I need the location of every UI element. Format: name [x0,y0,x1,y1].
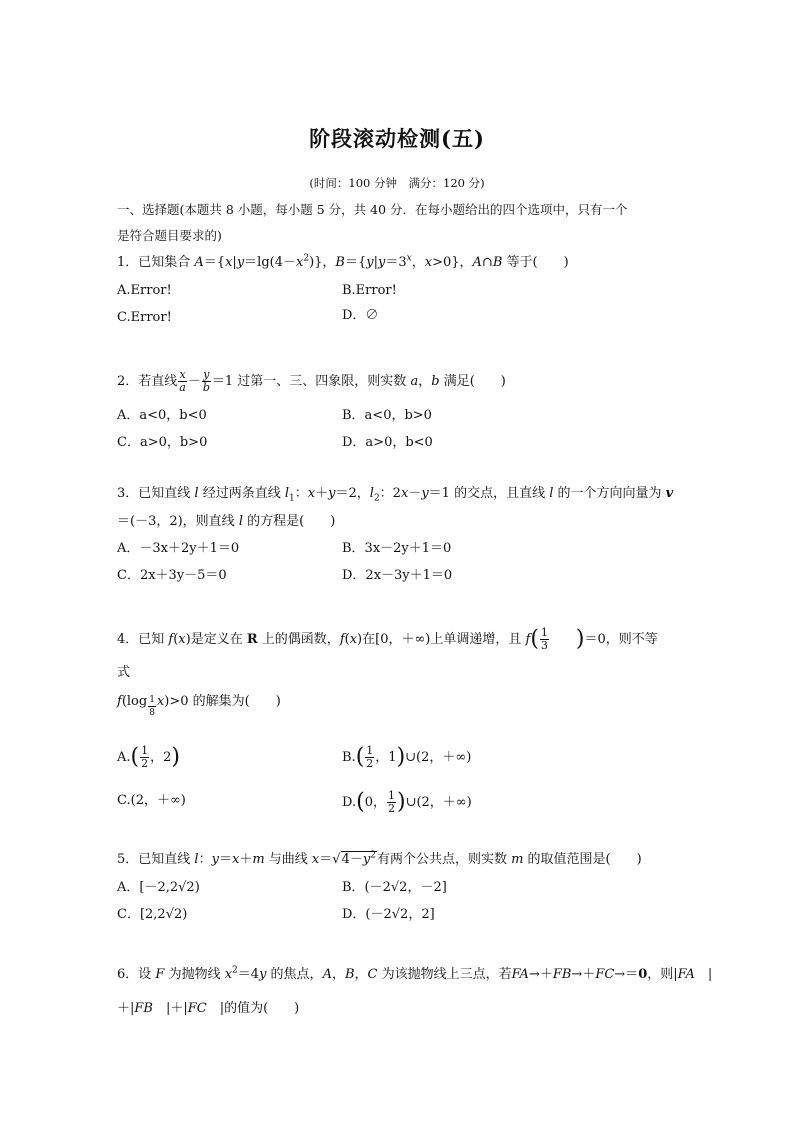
q3-option-c: C．2x＋3y－5＝0 [117,568,227,583]
q5-option-b: B．(－2√2，－2] [342,880,447,895]
question-2: 2．若直线 $\frac{x}{a}$ － $\frac{y}{b}$ ＝1 过第一、三、四象限，则实数 a，b 满足( ) [117,368,506,394]
question-6-line2: ＋|FB |＋|FC |的值为( ) [117,1001,300,1016]
q4-option-d: D.(0， $\frac{1}{2}$ )∪(2，＋∞) [342,789,472,815]
q2-option-c: C．a>0，b>0 [117,435,208,450]
q3-option-a: A．－3x＋2y＋1＝0 [117,541,240,556]
q4-option-a: A.( $\frac{1}{2}$ ，2) [117,744,180,770]
question-3-line1: 3．已知直线 l 经过两条直线 $l_1$：x＋y＝2，$l_2$：2x－y＝1 的交点，且直线 l 的一个方向向量为 v [117,486,674,504]
q4-option-c: C.(2，＋∞) [117,793,186,808]
q2-option-a: A．a<0，b<0 [117,408,207,423]
exam-info: (时间：100 分钟 满分：120 分) [309,176,485,190]
question-4-line2: 式 [117,665,131,680]
question-4-line1: 4．已知 f(x)是定义在 R 上的偶函数，f(x)在[0，＋∞)上单调递增，且 f( $\frac{1}{3}$ )＝0，则不等 [117,626,658,652]
q1-option-d: D．∅ [342,308,379,323]
q5-option-c: C．[2,2√2) [117,907,188,922]
q2-option-b: B．a<0，b>0 [342,408,432,423]
question-1: 1．已知集合 $A=\{x|y=\lg(4-x^2)\}$，$B=\{y|y=3^x$，x>0}，A∩B 等于( ) [117,253,569,270]
q3-option-b: B．3x－2y＋1＝0 [342,541,452,556]
question-3-line2: ＝(－3，2)，则直线 l 的方程是( ) [117,514,336,529]
q5-option-d: D．(－2√2，2] [342,907,435,922]
question-4-line3: f(log $\frac{1}{8}$ x)>0 的解集为( ) [117,694,281,718]
q4-option-b: B.( $\frac{1}{2}$ ，1)∪(2，＋∞) [342,744,472,770]
q1-option-a: A.Error! [117,283,172,298]
question-5: 5．已知直线 l：y＝x＋m 与曲线 $x=√4-y^2$有两个公共点，则实数 m 的取值范围是( ) [117,850,642,867]
q1-option-b: B.Error! [342,283,397,298]
q3-option-d: D．2x－3y＋1＝0 [342,568,453,583]
question-6-line1: 6．设 F 为抛物线 $x^2=4y$ 的焦点，A，B，C 为该抛物线上三点，若FA→＋FB→＋FC→＝0，则|FA | [117,965,713,982]
section-header-line1: 一、选择题(本题共 8 小题，每小题 5 分，共 40 分．在每小题给出的四个选项中，只有一个 [117,202,628,217]
q2-option-d: D．a>0，b<0 [342,435,433,450]
q5-option-a: A．[－2,2√2) [117,880,200,895]
section-header-line2: 是符合题目要求的) [117,228,222,243]
page-title: 阶段滚动检测(五) [309,126,485,151]
q1-option-c: C.Error! [117,310,172,325]
